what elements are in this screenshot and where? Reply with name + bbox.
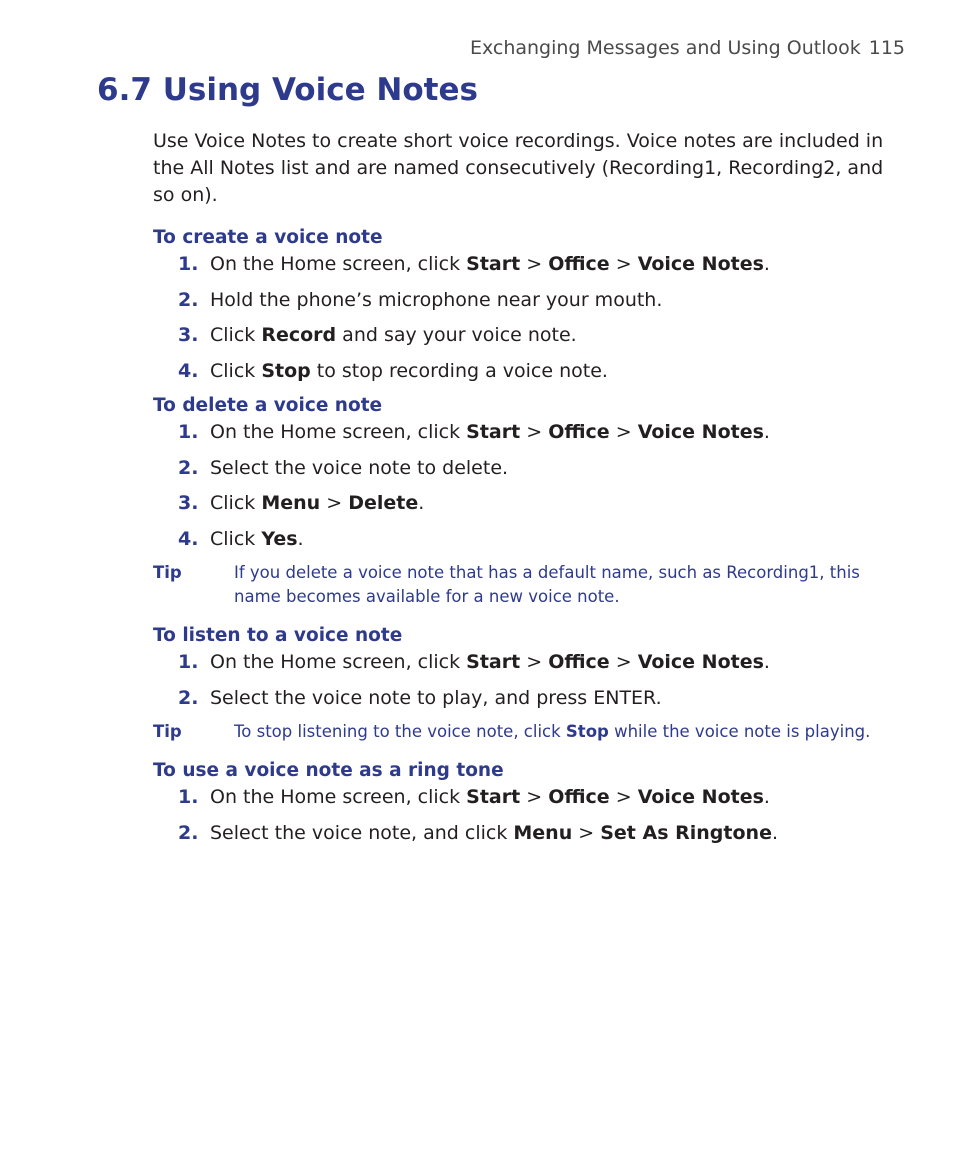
ui-term: Record — [261, 324, 337, 346]
tip-label: Tip — [153, 563, 182, 582]
ui-term: Start — [466, 651, 521, 673]
step-text: Click Yes. — [210, 527, 304, 550]
step — [153, 287, 893, 314]
step — [153, 251, 893, 278]
ui-term: Set As Ringtone — [600, 821, 772, 844]
step-text: Click Record and say your voice note. — [210, 324, 577, 346]
step-number: 3. — [178, 492, 199, 514]
procedure-listen — [153, 623, 893, 744]
ui-term: Voice Notes — [637, 786, 764, 808]
ui-term: Office — [548, 253, 610, 275]
step-list — [153, 251, 893, 385]
procedure-title: To create a voice note — [153, 227, 383, 248]
step-number: 2. — [178, 821, 199, 844]
ui-term: Delete — [348, 492, 419, 514]
ui-term: Stop — [261, 359, 311, 382]
step-number: 4. — [178, 359, 199, 382]
section-content — [153, 128, 893, 855]
step — [153, 358, 893, 385]
ui-term: Voice Notes — [637, 421, 764, 443]
intro-paragraph: Use Voice Notes to create short voice recordings. Voice notes are included in the All Notes list and are named consecutively (Recording1, Recording2, and so on). — [153, 130, 884, 206]
ui-term: Voice Notes — [637, 253, 764, 275]
tip-text: To stop listening to the voice note, click Stop while the voice note is playing. — [234, 722, 871, 741]
step — [153, 490, 893, 517]
step-number: 4. — [178, 527, 199, 550]
step-text: On the Home screen, click Start > Office > Voice Notes. — [210, 421, 770, 443]
procedure-ringtone — [153, 758, 893, 847]
ui-term: Yes — [261, 527, 298, 550]
step — [153, 526, 893, 553]
ui-term: Start — [466, 786, 521, 808]
step-number: 2. — [178, 456, 199, 479]
step-number: 1. — [178, 651, 199, 673]
tip-note — [153, 561, 893, 609]
step — [153, 784, 893, 811]
chapter-title: Exchanging Messages and Using Outlook — [469, 37, 861, 59]
step — [153, 649, 893, 676]
step — [153, 322, 893, 349]
step-text: On the Home screen, click Start > Office > Voice Notes. — [210, 651, 770, 673]
tip-text: If you delete a voice note that has a default name, such as Recording1, this name becomes available for a new voice note. — [234, 563, 860, 606]
ui-term: Stop — [565, 722, 609, 741]
step-number: 1. — [178, 421, 199, 443]
ui-term: Voice Notes — [637, 651, 764, 673]
ui-term: Office — [548, 786, 610, 808]
step-text: Select the voice note to delete. — [210, 456, 509, 479]
procedure-create — [153, 225, 893, 385]
ui-term: Menu — [513, 821, 573, 844]
step-number: 3. — [178, 324, 199, 346]
step-list — [153, 784, 893, 847]
step-number: 1. — [178, 786, 199, 808]
step-number: 2. — [178, 288, 199, 311]
step-number: 2. — [178, 686, 199, 709]
ui-term: Office — [548, 651, 610, 673]
step — [153, 419, 893, 446]
procedure-title: To use a voice note as a ring tone — [153, 760, 504, 781]
step-text: Select the voice note, and click Menu > Set As Ringtone. — [210, 821, 778, 844]
step-text: Hold the phone’s microphone near your mouth. — [210, 288, 663, 311]
step — [153, 455, 893, 482]
step-text: Click Menu > Delete. — [210, 492, 425, 514]
procedure-delete — [153, 393, 893, 609]
page-number: 115 — [868, 37, 905, 59]
ui-term: Menu — [261, 492, 321, 514]
step-text: On the Home screen, click Start > Office > Voice Notes. — [210, 253, 770, 275]
ui-term: Start — [466, 421, 521, 443]
step-text: On the Home screen, click Start > Office > Voice Notes. — [210, 786, 770, 808]
running-header — [470, 37, 905, 59]
step-text: Select the voice note to play, and press ENTER. — [210, 686, 662, 709]
step-list — [153, 419, 893, 553]
section-title: 6.7 Using Voice Notes — [97, 72, 478, 108]
step — [153, 820, 893, 847]
step-text: Click Stop to stop recording a voice note. — [210, 359, 608, 382]
procedure-title: To delete a voice note — [153, 395, 383, 416]
tip-label: Tip — [153, 722, 182, 741]
step-list — [153, 649, 893, 712]
procedure-title: To listen to a voice note — [153, 625, 403, 646]
tip-note — [153, 720, 893, 744]
ui-term: Start — [466, 253, 521, 275]
ui-term: Office — [548, 421, 610, 443]
step-number: 1. — [178, 253, 199, 275]
step — [153, 685, 893, 712]
